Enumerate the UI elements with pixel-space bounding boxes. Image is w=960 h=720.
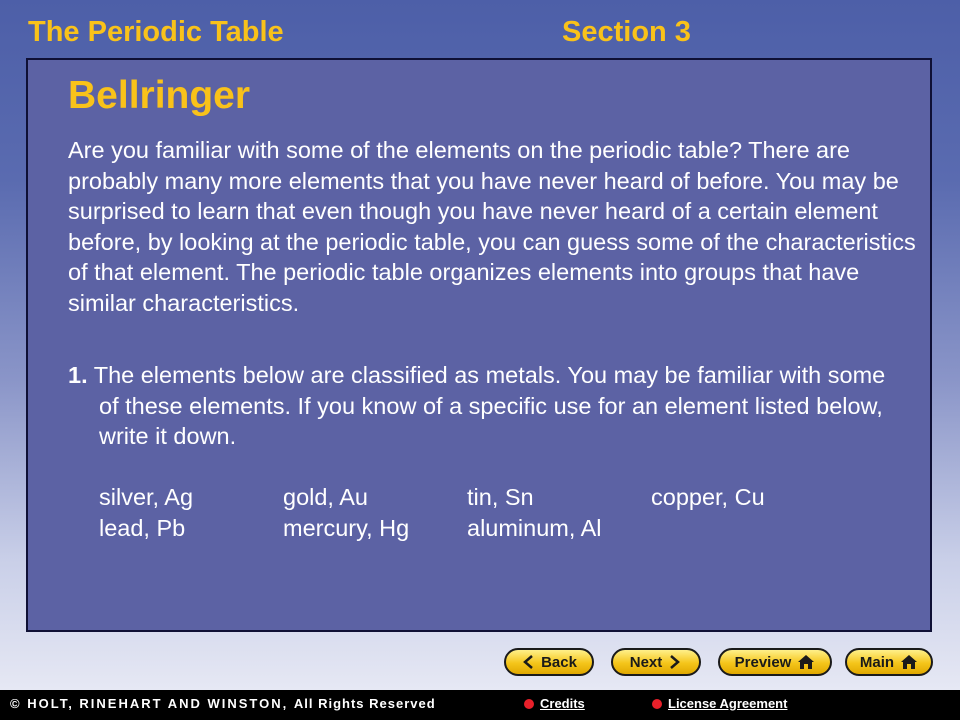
- question-number: 1.: [68, 362, 88, 388]
- content-panel: [26, 58, 932, 632]
- copyright-icon: ©: [10, 696, 22, 711]
- question-text: The elements below are classified as metals. You may be familiar with some of these elements. If you know of a specific use for an element listed below, write it down.: [93, 362, 886, 449]
- back-label: Back: [541, 653, 577, 671]
- preview-button[interactable]: [718, 648, 832, 676]
- next-label: Next: [629, 653, 663, 671]
- bullet-icon: [524, 699, 534, 709]
- question-1: [68, 360, 908, 452]
- next-button[interactable]: [611, 648, 701, 676]
- home-icon: [900, 654, 918, 670]
- section-label: Section 3: [562, 16, 691, 48]
- bullet-icon: [652, 699, 662, 709]
- slide-heading: Bellringer: [68, 74, 251, 117]
- intro-paragraph: Are you familiar with some of the elements on the periodic table? There are probably many more elements that you have never heard of before. You may be surprised to learn that even though you have never heard of a certain element before, by looking at the periodic table, you can guess some of the characteristics of that element. The periodic table organizes elements into groups that have similar characteristics.: [68, 137, 916, 316]
- element-row: [99, 513, 835, 544]
- main-button[interactable]: [845, 648, 933, 676]
- license-label: License Agreement: [668, 696, 788, 711]
- chevron-left-icon: [521, 654, 535, 670]
- back-button[interactable]: [504, 648, 594, 676]
- element-item: copper, Cu: [651, 484, 765, 510]
- license-agreement-link[interactable]: [652, 696, 787, 711]
- home-icon: [797, 654, 815, 670]
- credits-label: Credits: [540, 696, 585, 711]
- rights-text: All Rights Reserved: [293, 696, 436, 711]
- element-item: lead, Pb: [99, 514, 186, 541]
- footer-bar: [0, 690, 960, 720]
- element-item: mercury, Hg: [283, 514, 410, 541]
- presentation-title: The Periodic Table: [28, 16, 284, 48]
- element-item: gold, Au: [283, 484, 368, 510]
- publisher-name: HOLT, RINEHART AND WINSTON,: [27, 696, 289, 711]
- element-item: tin, Sn: [467, 484, 534, 510]
- copyright-notice: [10, 696, 436, 711]
- element-item: aluminum, Al: [467, 514, 602, 541]
- main-label: Main: [859, 653, 895, 671]
- chevron-right-icon: [668, 654, 682, 670]
- element-list: [99, 482, 835, 543]
- preview-label: Preview: [734, 653, 792, 671]
- element-item: silver, Ag: [99, 484, 194, 510]
- credits-link[interactable]: [524, 696, 585, 711]
- element-row: [99, 482, 835, 513]
